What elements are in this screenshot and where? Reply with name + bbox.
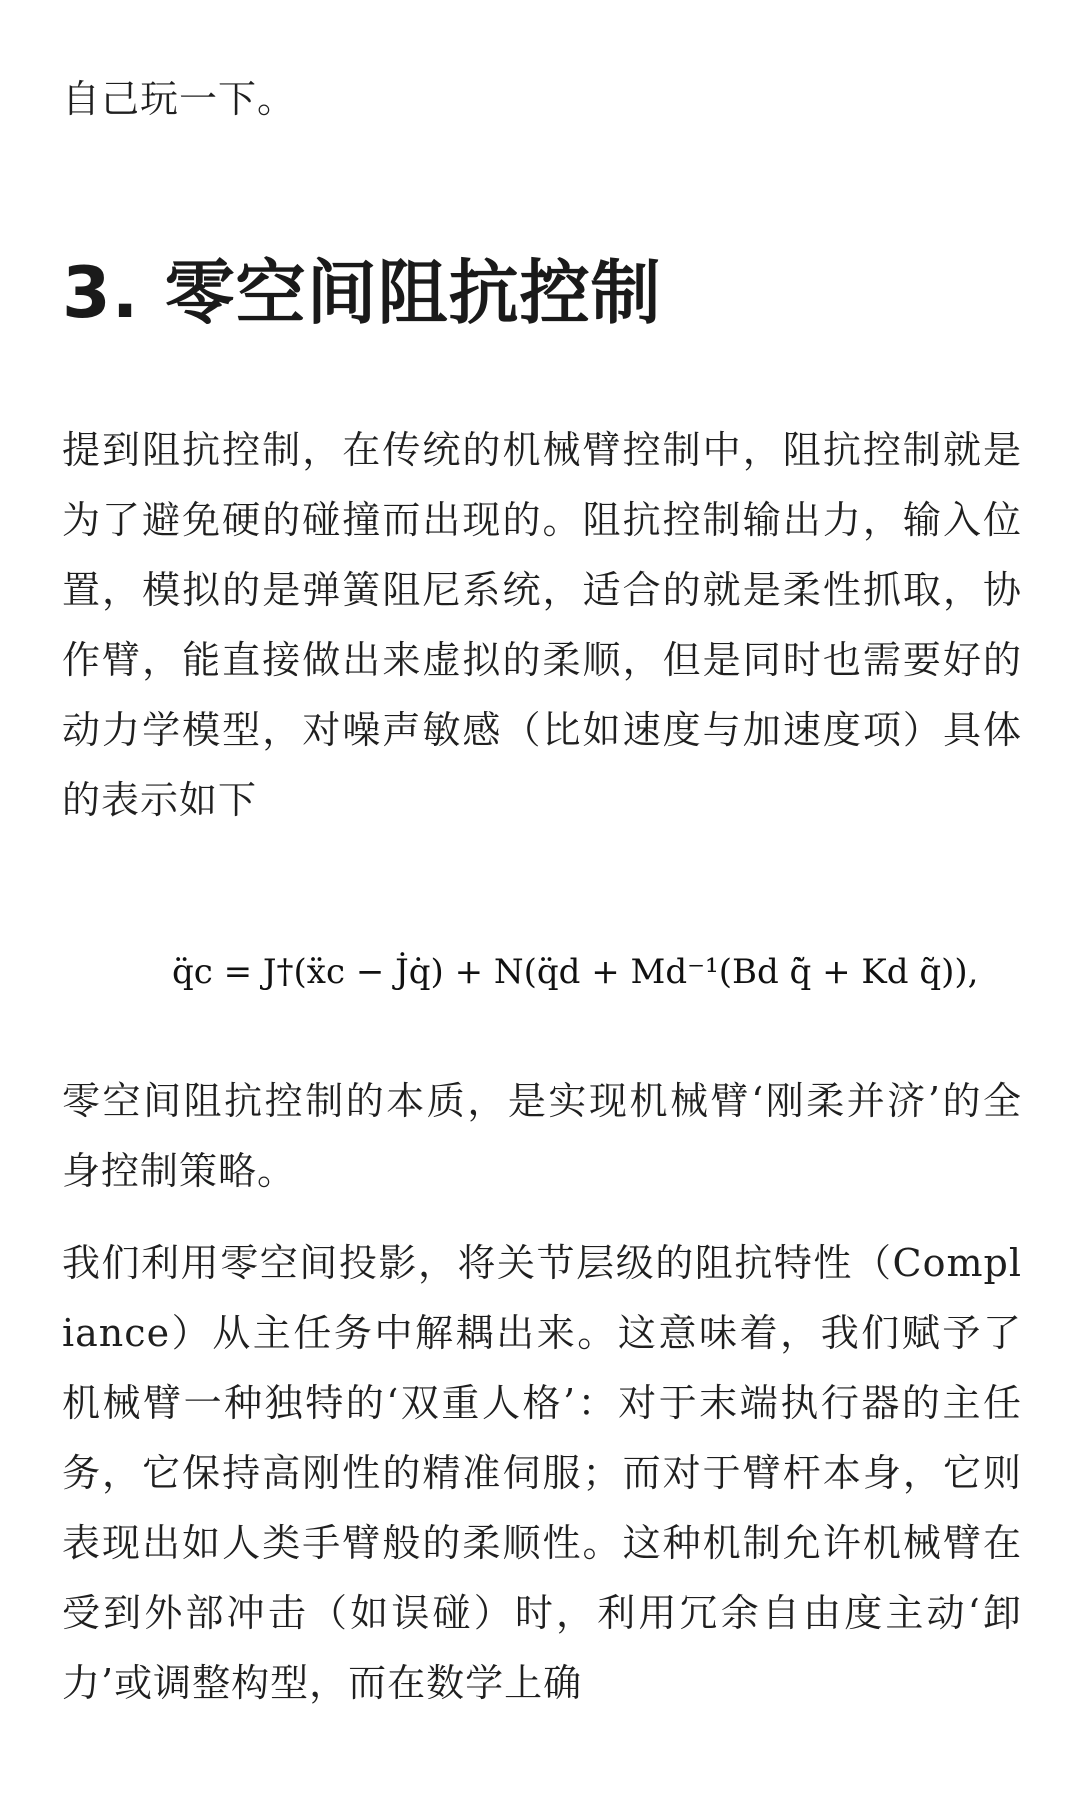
- intro-text: 自己玩一下。: [62, 77, 297, 121]
- impedance-formula: q̈c = J†(ẍc − J̇q̇) + N(q̈d + Md⁻¹(Bd q̃̇ + Kd q̃)),: [172, 952, 979, 992]
- section-heading: 3. 零空间阻抗控制: [62, 252, 662, 334]
- paragraph-null-space-projection: 我们利用零空间投影，将关节层级的阻抗特性（Compliance）从主任务中解耦出来。这意味着，我们赋予了机械臂一种独特的‘双重人格’：对于末端执行器的主任务，它保持高刚性的精准伺服；而对于臂杆本身，它则表现出如人类手臂般的柔顺性。这种机制允许机械臂在受到外部冲击（如误碰）时，利用冗余自由度主动‘卸力’或调整构型，而在数学上确: [62, 1241, 1022, 1705]
- paragraph-null-space-essence: 零空间阻抗控制的本质，是实现机械臂‘刚柔并济’的全身控制策略。: [62, 1079, 1022, 1193]
- paragraph-impedance-control: 提到阻抗控制，在传统的机械臂控制中，阻抗控制就是为了避免硬的碰撞而出现的。阻抗控制输出力，输入位置，模拟的是弹簧阻尼系统，适合的就是柔性抓取，协作臂，能直接做出来虚拟的柔顺，但是同时也需要好的动力学模型，对噪声敏感（比如速度与加速度项）具体的表示如下: [62, 428, 1022, 822]
